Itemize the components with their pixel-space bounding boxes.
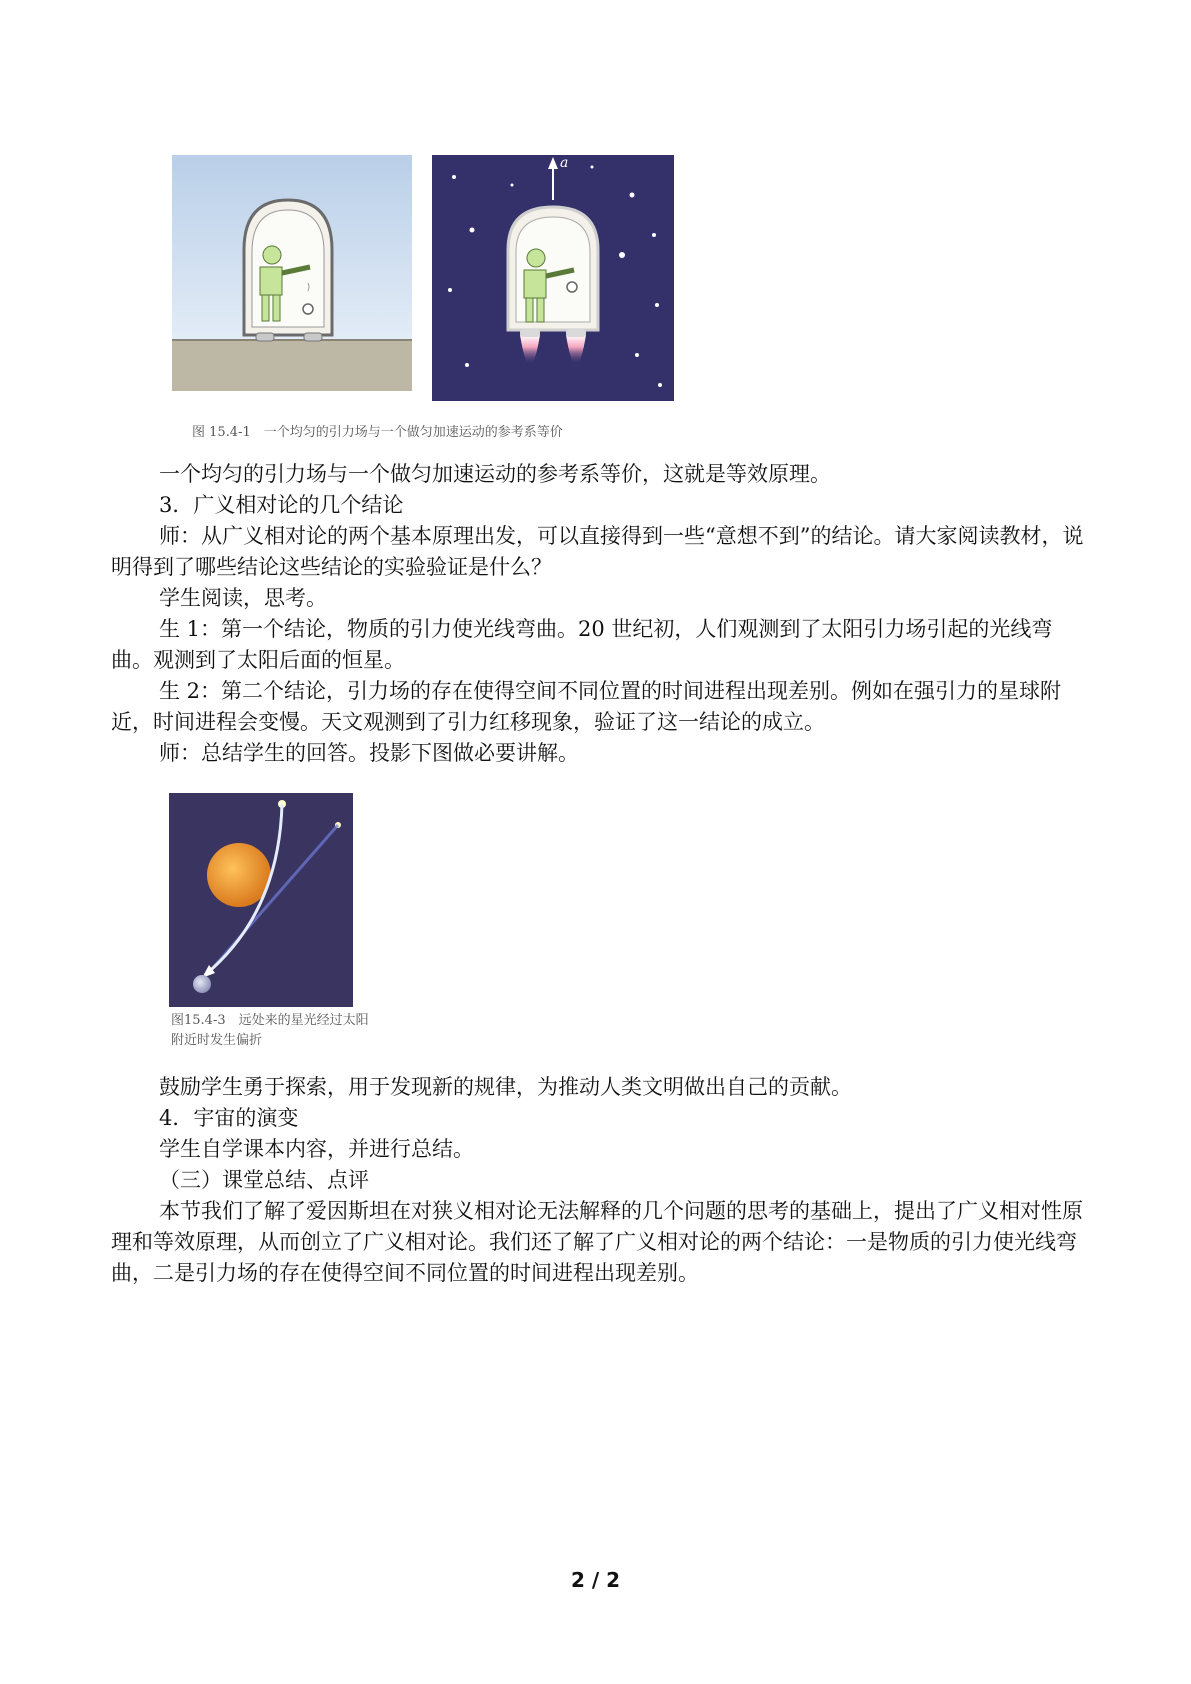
page-number: 2 / 2 <box>570 1568 621 1592</box>
paragraph: 师：从广义相对论的两个基本原理出发，可以直接得到一些“意想不到”的结论。请大家阅读教材，说明得到了哪些结论这些结论的实验验证是什么？ <box>111 524 1084 579</box>
paragraph: 生 1：第一个结论，物质的引力使光线弯曲。20 世纪初，人们观测到了太阳引力场引起的光线弯曲。观测到了太阳后面的恒星。 <box>111 617 1053 672</box>
acceleration-label: a <box>560 155 569 171</box>
caption-line: 图15.4-3 远处来的星光经过太阳 <box>171 1013 369 1028</box>
paragraph: 学生自学课本内容，并进行总结。 <box>159 1137 474 1161</box>
section-heading: 3．广义相对论的几个结论 <box>159 493 404 517</box>
figure-caption <box>171 1011 369 1051</box>
section-heading: 4．宇宙的演变 <box>159 1106 299 1130</box>
paragraph: 本节我们了解了爱因斯坦在对狭义相对论无法解释的几个问题的思考的基础上，提出了广义相对性原理和等效原理，从而创立了广义相对论。我们还了解了广义相对论的两个结论：一是物质的引力使光线弯曲，二是引力场的存在使得空间不同位置的时间进程出现差别。 <box>111 1199 1083 1285</box>
paragraph: 鼓励学生勇于探索，用于发现新的规律，为推动人类文明做出自己的贡献。 <box>159 1075 852 1099</box>
body-text-section-1 <box>111 459 1091 769</box>
caption-line: 附近时发生偏折 <box>171 1033 263 1048</box>
figure-light-deflection <box>169 793 353 1011</box>
figure-gravity-field <box>172 155 412 395</box>
figure-caption: 图 15.4-1 一个均匀的引力场与一个做匀加速运动的参考系等价 <box>192 425 563 440</box>
paragraph: 师：总结学生的回答。投影下图做必要讲解。 <box>159 741 579 765</box>
body-text-section-2 <box>111 1072 1091 1289</box>
figure-accelerating-rocket <box>432 155 674 405</box>
paragraph: 学生阅读，思考。 <box>159 586 327 610</box>
paragraph: 生 2：第二个结论，引力场的存在使得空间不同位置的时间进程出现差别。例如在强引力的星球附近，时间进程会变慢。天文观测到了引力红移现象，验证了这一结论的成立。 <box>111 679 1062 734</box>
section-heading: （三）课堂总结、点评 <box>159 1168 369 1192</box>
paragraph: 一个均匀的引力场与一个做匀加速运动的参考系等价，这就是等效原理。 <box>159 462 831 486</box>
